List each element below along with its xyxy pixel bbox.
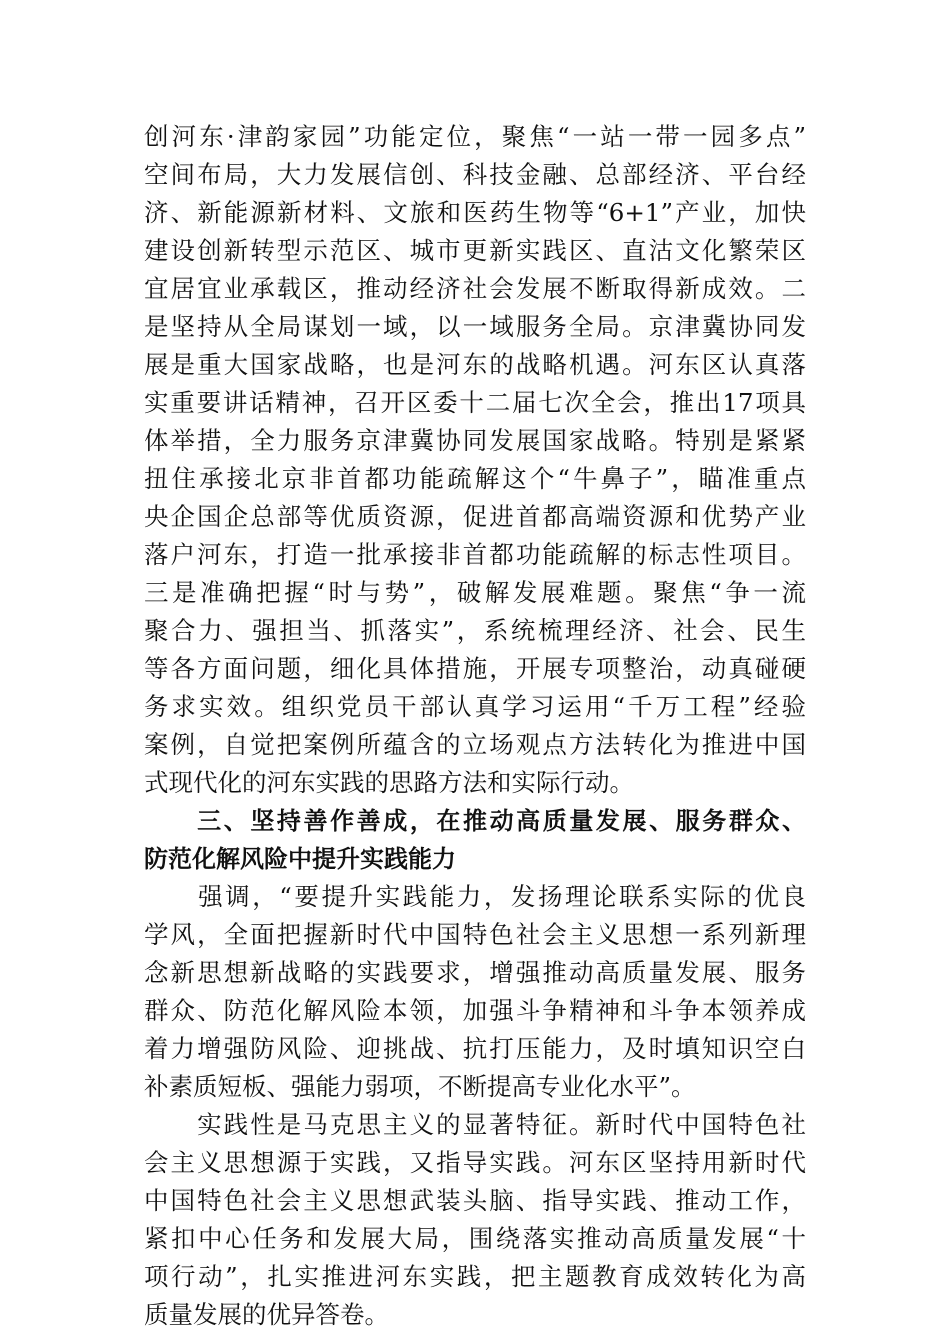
text-line: 案例，自觉把案例所蕴含的立场观点方法转化为推进中国	[144, 730, 806, 759]
body-paragraph	[144, 1106, 806, 1334]
text-line: 实重要讲话精神，召开区委十二届七次全会，推出17项具	[144, 388, 806, 417]
text-line: 会主义思想源于实践，又指导实践。河东区坚持用新时代	[144, 1148, 806, 1177]
text-line: 等各方面问题，细化具体措施，开展专项整治，动真碰硬	[144, 654, 806, 683]
body-paragraph	[144, 118, 806, 802]
text-line: 务求实效。组织党员干部认真学习运用“千万工程”经验	[144, 692, 806, 721]
text-line: 念新思想新战略的实践要求，增强推动高质量发展、服务	[144, 958, 806, 987]
text-line: 中国特色社会主义思想武装头脑、指导实践、推动工作，	[144, 1186, 806, 1215]
text-line: 宜居宜业承载区，推动经济社会发展不断取得新成效。二	[144, 274, 806, 303]
text-line: 紧扣中心任务和发展大局，围绕落实推动高质量发展“十	[144, 1224, 806, 1253]
text-line: 落户河东，打造一批承接非首都功能疏解的标志性项目。	[144, 540, 806, 569]
text-line: 质量发展的优异答卷。	[144, 1300, 389, 1329]
text-line: 建设创新转型示范区、城市更新实践区、直沽文化繁荣区	[144, 236, 806, 265]
text-line: 济、新能源新材料、文旅和医药生物等“6+1”产业，加快	[144, 198, 806, 227]
text-line: 空间布局，大力发展信创、科技金融、总部经济、平台经	[144, 160, 806, 189]
heading-line: 三、坚持善作善成，在推动高质量发展、服务群众、	[144, 807, 806, 835]
text-line: 补素质短板、强能力弱项，不断提高专业化水平”。	[144, 1072, 696, 1101]
text-line: 是坚持从全局谋划一域，以一域服务全局。京津冀协同发	[144, 312, 806, 341]
text-line: 实践性是马克思主义的显著特征。新时代中国特色社	[144, 1110, 806, 1139]
body-paragraph	[144, 878, 806, 1106]
text-line: 着力增强防风险、迎挑战、抗打压能力，及时填知识空白	[144, 1034, 806, 1063]
document-page	[144, 118, 806, 1334]
text-line: 群众、防范化解风险本领，加强斗争精神和斗争本领养成	[144, 996, 806, 1025]
text-line: 体举措，全力服务京津冀协同发展国家战略。特别是紧紧	[144, 426, 806, 455]
text-line: 三是准确把握“时与势”，破解发展难题。聚焦“争一流	[144, 578, 806, 607]
text-line: 央企国企总部等优质资源，促进首都高端资源和优势产业	[144, 502, 806, 531]
text-line: 创河东·津韵家园”功能定位，聚焦“一站一带一园多点”	[144, 122, 806, 151]
text-line: 项行动”，扎实推进河东实践，把主题教育成效转化为高	[144, 1262, 806, 1291]
text-line: 扭住承接北京非首都功能疏解这个“牛鼻子”，瞄准重点	[144, 464, 806, 493]
text-line: 学风，全面把握新时代中国特色社会主义思想一系列新理	[144, 920, 806, 949]
section-heading	[144, 802, 806, 878]
text-line: 式现代化的河东实践的思路方法和实际行动。	[144, 768, 634, 797]
text-line: 强调，“要提升实践能力，发扬理论联系实际的优良	[144, 882, 806, 911]
heading-line: 防范化解风险中提升实践能力	[144, 845, 456, 873]
text-line: 展是重大国家战略，也是河东的战略机遇。河东区认真落	[144, 350, 806, 379]
text-line: 聚合力、强担当、抓落实”，系统梳理经济、社会、民生	[144, 616, 806, 645]
